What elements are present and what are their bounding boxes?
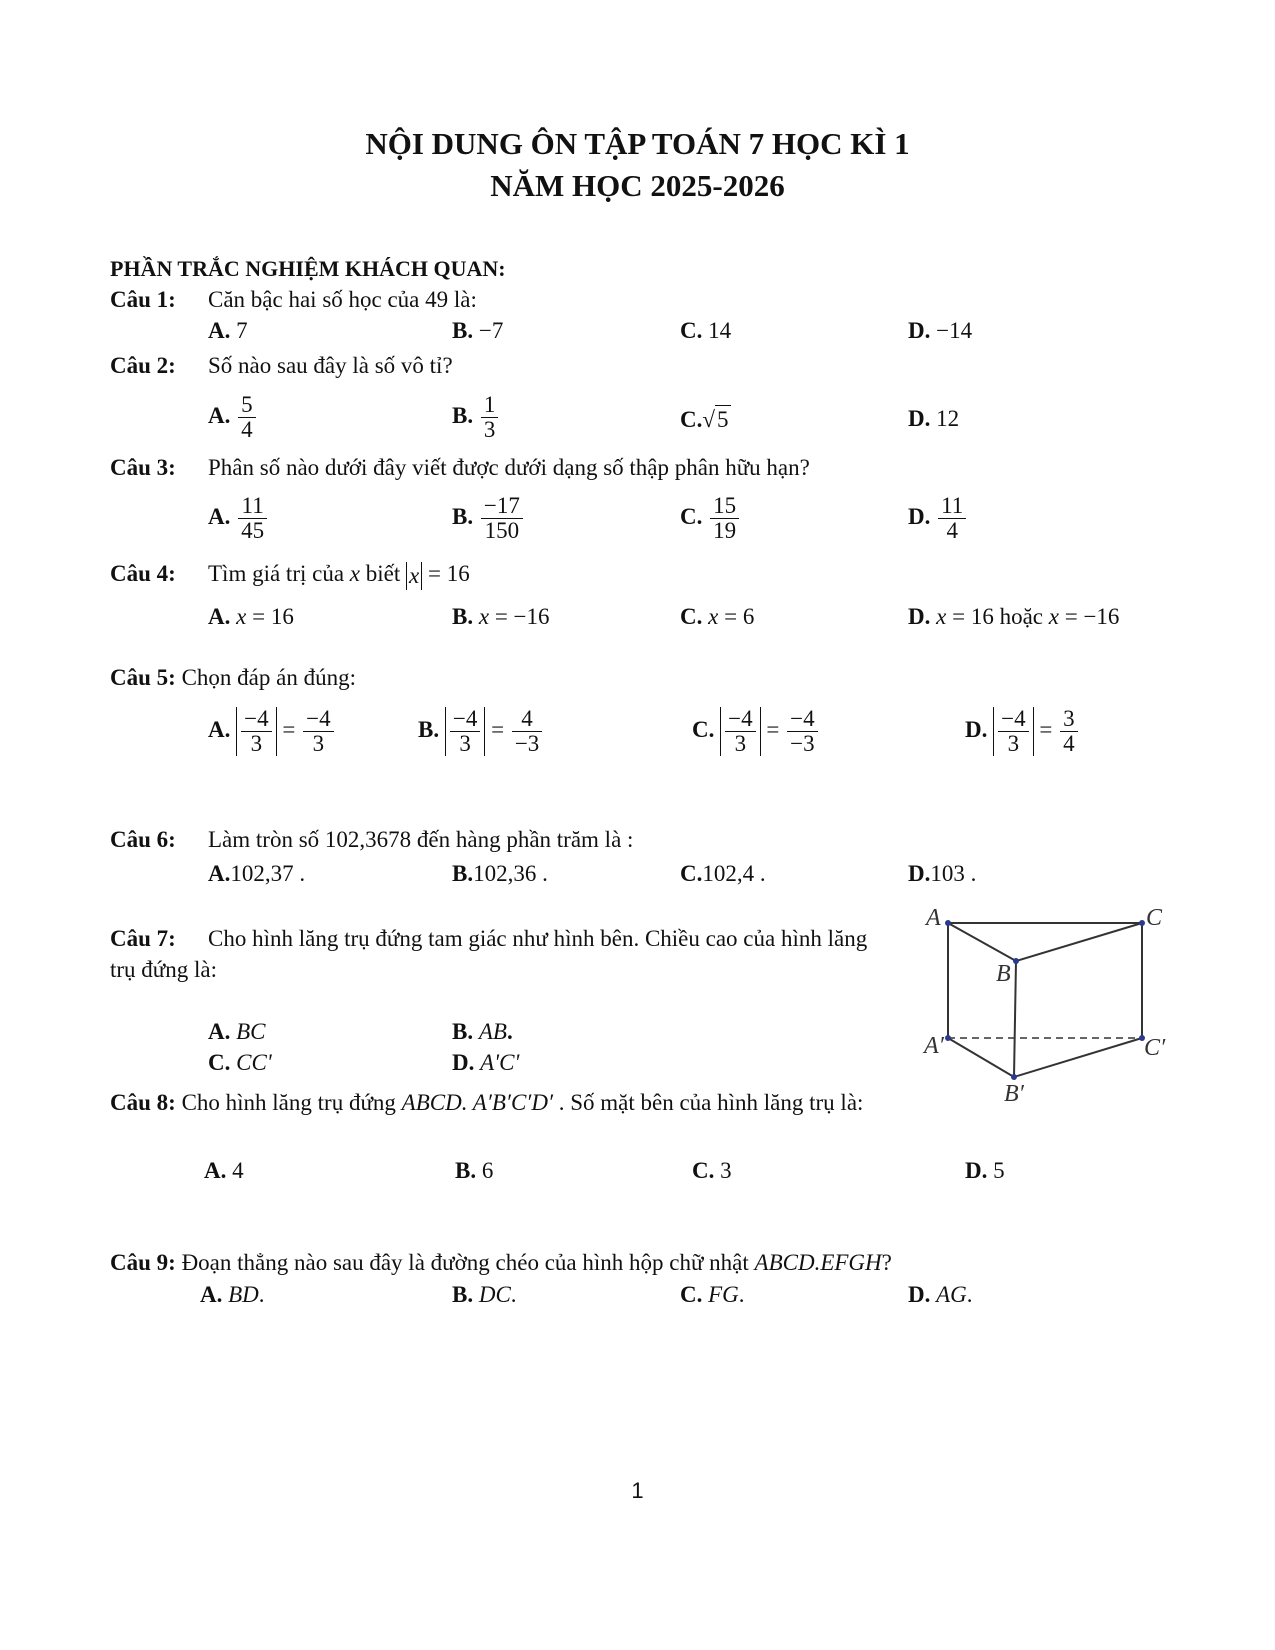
edge-bc xyxy=(1016,923,1142,961)
prism-figure xyxy=(924,895,1220,1135)
q9-option-c: C. FG. xyxy=(680,1282,745,1307)
q7-option-a: A. BC xyxy=(208,1019,266,1044)
question-6: Câu 6: xyxy=(110,827,176,852)
label-c: C xyxy=(1146,905,1163,931)
edge-b1c1 xyxy=(1014,1038,1142,1077)
question-9: Câu 9: Đoạn thẳng nào sau đây là đường chéo của hình hộp chữ nhật ABCD.EFGH? xyxy=(110,1250,892,1275)
section-heading: PHẦN TRẮC NGHIỆM KHÁCH QUAN: xyxy=(110,256,506,281)
q7-option-b: B. AB. xyxy=(452,1019,513,1044)
q5-option-d: D. $\frac{-4}{3}$ = $\frac{3}{4}$ xyxy=(965,707,1080,756)
q6-option-b: B.102,36 . xyxy=(452,861,548,886)
q9-option-d: D. AG. xyxy=(908,1282,973,1307)
q8-option-b: B. 6 xyxy=(455,1158,494,1183)
q9-option-b: B. DC. xyxy=(452,1282,517,1307)
q4-option-d: D. x = 16 hoặc x = −16 xyxy=(908,604,1120,629)
vertex-c xyxy=(1139,920,1145,926)
q7-option-c: C. CC' xyxy=(208,1050,272,1075)
q3-option-c: C. $\frac{15}{19}$ xyxy=(680,494,741,543)
vertex-a xyxy=(945,920,951,926)
q2-option-c: C.√5 xyxy=(680,407,729,432)
question-5: Câu 5: Chọn đáp án đúng: xyxy=(110,665,356,690)
question-1-text: Căn bậc hai số học của 49 là: xyxy=(208,287,477,312)
q1-option-b: B. −7 xyxy=(452,318,504,343)
q8-option-d: D. 5 xyxy=(965,1158,1005,1183)
q8-option-a: A. 4 xyxy=(204,1158,244,1183)
question-7: Câu 7: xyxy=(110,926,176,951)
question-3: Câu 3: xyxy=(110,455,176,480)
label-a: A xyxy=(926,905,941,931)
q1-option-c: C. 14 xyxy=(680,318,732,343)
question-6-text: Làm tròn số 102,3678 đến hàng phần trăm là : xyxy=(208,827,634,852)
q6-option-c: C.102,4 . xyxy=(680,861,766,886)
question-2-text: Số nào sau đây là số vô tỉ? xyxy=(208,353,453,378)
q2-option-a: A. $\frac{5}{4}$ xyxy=(208,393,258,442)
title-line-1: NỘI DUNG ÔN TẬP TOÁN 7 HỌC KÌ 1 xyxy=(365,126,910,161)
question-number: Câu 1: xyxy=(110,287,176,312)
edge-a1b1 xyxy=(948,1038,1014,1077)
q1-option-a: A. 7 xyxy=(208,318,248,343)
q4-option-b: B. x = −16 xyxy=(452,604,550,629)
vertex-b xyxy=(1013,958,1019,964)
label-b1: B′ xyxy=(1004,1081,1024,1107)
q4-option-a: A. x = 16 xyxy=(208,604,294,629)
edge-bb1 xyxy=(1014,961,1016,1077)
q8-option-c: C. 3 xyxy=(692,1158,732,1183)
label-a1: A′ xyxy=(924,1033,944,1059)
q3-option-d: D. $\frac{11}{4}$ xyxy=(908,494,968,543)
label-c1: C′ xyxy=(1144,1035,1166,1061)
question-1 xyxy=(110,286,176,314)
q3-option-a: A. $\frac{11}{45}$ xyxy=(208,494,269,543)
q2-option-d: D. 12 xyxy=(908,406,960,431)
question-8: Câu 8: Cho hình lăng trụ đứng ABCD. A′B′C′D′ . Số mặt bên của hình lăng trụ là: xyxy=(110,1090,864,1115)
vertex-a1 xyxy=(945,1035,951,1041)
question-7-text-2: trụ đứng là: xyxy=(110,957,218,982)
q2-option-b: B. $\frac{1}{3}$ xyxy=(452,393,500,442)
q9-option-a: A. BD. xyxy=(200,1282,265,1307)
q5-option-b: B. $\frac{-4}{3}$ = $\frac{4}{-3}$ xyxy=(418,707,544,756)
q5-option-a: A. $\frac{-4}{3}$ = $\frac{-4}{3}$ xyxy=(208,707,336,756)
question-3-text: Phân số nào dưới đây viết được dưới dạng số thập phân hữu hạn? xyxy=(208,455,810,480)
q6-option-a: A.102,37 . xyxy=(208,861,306,886)
label-b: B xyxy=(996,961,1011,987)
question-4: Câu 4: xyxy=(110,561,176,586)
edge-ab xyxy=(948,923,1016,961)
q5-option-c: C. $\frac{-4}{3}$ = $\frac{-4}{-3}$ xyxy=(692,707,820,756)
q1-option-d: D. −14 xyxy=(908,318,973,343)
page-number: 1 xyxy=(631,1478,644,1503)
question-4-text: Tìm giá trị của x biết x = 16 xyxy=(208,561,470,588)
q4-option-c: C. x = 6 xyxy=(680,604,755,629)
title-line-2: NĂM HỌC 2025-2026 xyxy=(490,168,785,203)
q6-option-d: D.103 . xyxy=(908,861,977,886)
question-7-text-1: Cho hình lăng trụ đứng tam giác như hình bên. Chiều cao của hình lăng xyxy=(208,926,868,951)
question-2: Câu 2: xyxy=(110,353,176,378)
vertex-b1 xyxy=(1011,1074,1017,1080)
q3-option-b: B. $\frac{-17}{150}$ xyxy=(452,494,525,543)
q7-option-d: D. A'C' xyxy=(452,1050,520,1075)
